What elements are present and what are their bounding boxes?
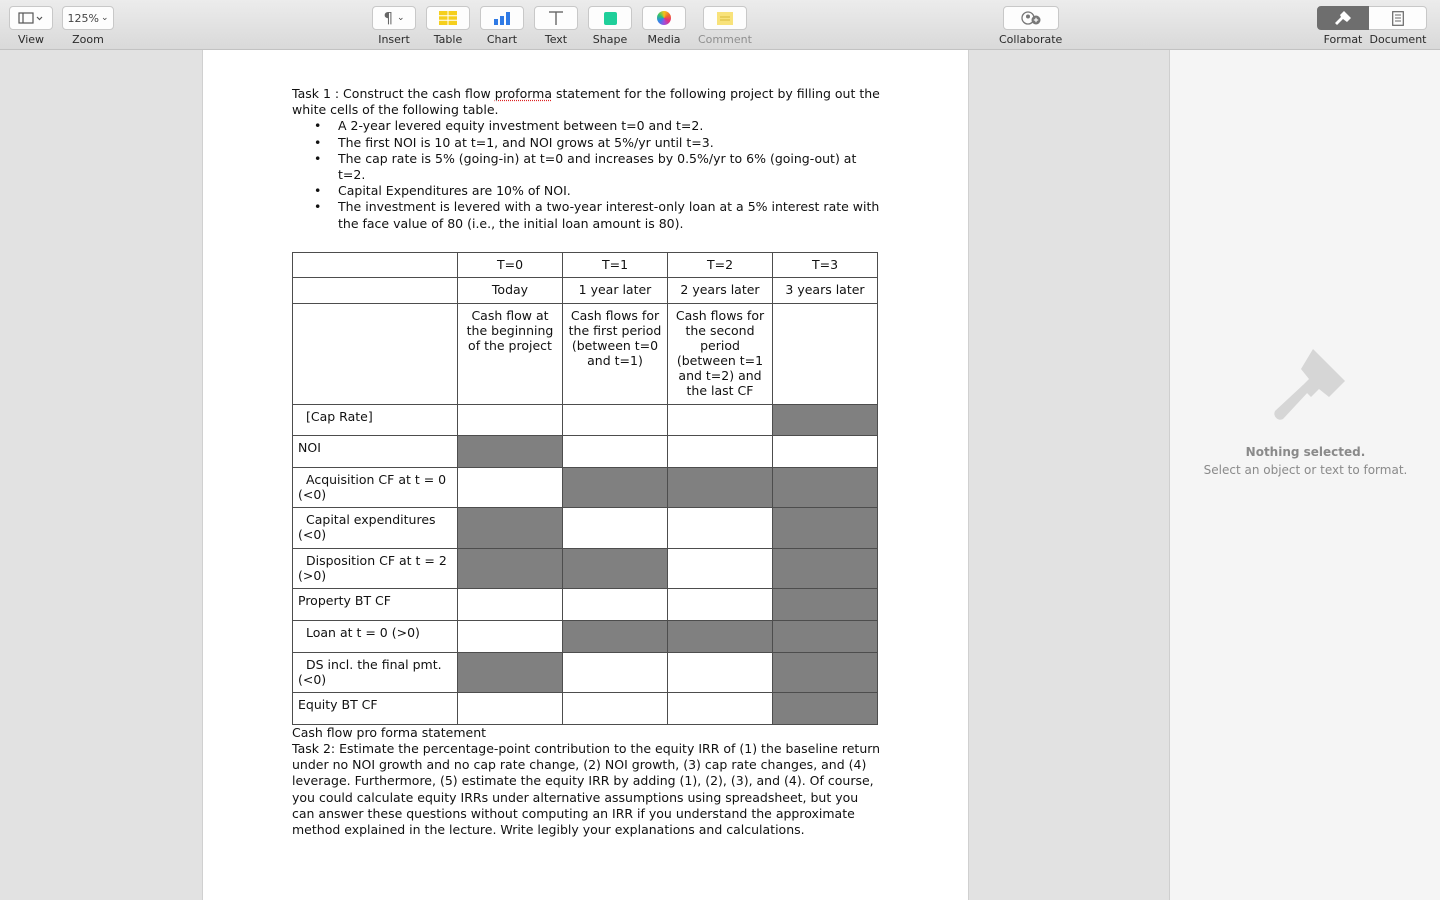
table-label: Table [433, 33, 463, 46]
media-button[interactable] [642, 6, 686, 30]
zoom-select[interactable] [62, 6, 114, 30]
shaded-cell[interactable] [773, 467, 878, 507]
input-cell[interactable] [563, 435, 668, 467]
document-page[interactable] [202, 50, 969, 900]
shaded-cell[interactable] [773, 404, 878, 435]
table-row [293, 303, 878, 404]
table-row [293, 467, 878, 507]
header-t0[interactable]: T=0 [458, 252, 563, 277]
input-cell[interactable] [563, 404, 668, 435]
zoom-control[interactable] [62, 6, 114, 46]
table-row [293, 404, 878, 435]
input-cell[interactable] [668, 404, 773, 435]
header-t2[interactable]: T=2 [668, 252, 773, 277]
table-row [293, 252, 878, 277]
row-label-property-bt-cf[interactable]: Property BT CF [293, 588, 458, 620]
shaded-cell[interactable] [773, 652, 878, 692]
table-row [293, 588, 878, 620]
paintbrush-icon [1334, 10, 1352, 26]
view-label: View [17, 33, 45, 46]
task1-prefix: Task 1 : Construct the cash flow [292, 86, 495, 101]
text-button[interactable] [534, 6, 578, 30]
text-icon [548, 11, 564, 25]
shaded-cell[interactable] [458, 507, 563, 548]
header-when-t0[interactable]: Today [458, 277, 563, 303]
table-row [293, 620, 878, 652]
task1-bullets [292, 118, 882, 231]
format-label: Format [1323, 33, 1363, 46]
header-desc-t0[interactable]: Cash flow at the beginning of the project [458, 303, 563, 404]
input-cell[interactable] [668, 652, 773, 692]
chart-label: Chart [486, 33, 518, 46]
header-when-t2[interactable]: 2 years later [668, 277, 773, 303]
chevron-down-icon: ⌄ [397, 13, 405, 23]
input-cell[interactable] [458, 467, 563, 507]
row-label-disposition[interactable]: Disposition CF at t = 2 (>0) [293, 548, 458, 588]
header-desc-t2[interactable]: Cash flows for the second period (between t=1 and t=2) and the last CF [668, 303, 773, 404]
shaded-cell[interactable] [773, 692, 878, 724]
input-cell[interactable] [458, 620, 563, 652]
row-label-cap-rate[interactable]: [Cap Rate] [293, 404, 458, 435]
row-label-loan[interactable]: Loan at t = 0 (>0) [293, 620, 458, 652]
collaborate-control[interactable] [999, 6, 1062, 46]
row-label-capex[interactable]: Capital expenditures (<0) [293, 507, 458, 548]
table-cell[interactable] [293, 303, 458, 404]
shape-control[interactable] [588, 6, 632, 46]
media-label: Media [647, 33, 681, 46]
format-sidebar [1169, 50, 1440, 900]
shaded-cell[interactable] [773, 620, 878, 652]
shaded-cell[interactable] [458, 435, 563, 467]
chart-button[interactable] [480, 6, 524, 30]
header-desc-t3[interactable] [773, 303, 878, 404]
row-label-noi[interactable]: NOI [293, 435, 458, 467]
view-control[interactable] [9, 6, 53, 46]
bullet-item[interactable]: • The first NOI is 10 at t=1, and NOI grows at 5%/yr until t=3. [292, 135, 882, 151]
task2-text[interactable]: Task 2: Estimate the percentage-point contribution to the equity IRR of (1) the baseline return under no NOI growth and no cap rate change, (2) NOI growth, (3) cap rate changes, and (4) leverage. Furthermore, (5) estimate the equity IRR by adding (1), (2), (3), and (4). Of course, you could calculate equity IRRs under alternative assumptions using spreadsheet, but you can answer these questions without computing an IRR if you understand the approximate method explained in the lecture. Write legibly your explanations and calculations. [292, 741, 881, 838]
shaded-cell[interactable] [668, 467, 773, 507]
toolbar [0, 0, 1440, 50]
header-when-t3[interactable]: 3 years later [773, 277, 878, 303]
table-cell[interactable] [293, 277, 458, 303]
bar-chart-icon [493, 11, 511, 25]
table-row [293, 277, 878, 303]
table-row [293, 435, 878, 467]
document-button[interactable] [1369, 6, 1427, 30]
nothing-selected-title: Nothing selected. [1245, 445, 1366, 459]
shaded-cell[interactable] [668, 620, 773, 652]
bullet-item[interactable]: • The investment is levered with a two-year interest-only loan at a 5% interest rate with the face value of 80 (i.e., the initial loan amount is 80). [292, 199, 882, 231]
input-cell[interactable] [668, 548, 773, 588]
comment-control[interactable] [698, 6, 752, 46]
input-cell[interactable] [668, 692, 773, 724]
nothing-selected-subtitle: Select an object or text to format. [1203, 463, 1408, 477]
insert-label: Insert [378, 33, 410, 46]
comment-button[interactable] [703, 6, 747, 30]
table-cell[interactable] [293, 252, 458, 277]
media-control[interactable] [642, 6, 686, 46]
table-icon [439, 11, 457, 25]
task1-text[interactable] [292, 86, 882, 118]
zoom-label: Zoom [72, 33, 104, 46]
input-cell[interactable] [668, 435, 773, 467]
format-button[interactable] [1317, 6, 1369, 30]
shape-button[interactable] [588, 6, 632, 30]
collaborate-icon [1020, 11, 1042, 25]
input-cell[interactable] [773, 435, 878, 467]
task1-suffix: statement for the following project by filling out the white cells of the following table. [292, 86, 880, 118]
bullet-item[interactable]: • The cap rate is 5% (going-in) at t=0 and increases by 0.5%/yr to 6% (going-out) at t=2. [292, 151, 882, 183]
cash-flow-table[interactable] [292, 252, 878, 725]
shaded-cell[interactable] [773, 588, 878, 620]
collaborate-button[interactable] [1003, 6, 1059, 30]
insert-button[interactable] [372, 6, 416, 30]
inspector-tabs [1317, 6, 1427, 46]
document-canvas[interactable] [0, 50, 1169, 900]
square-shape-icon [604, 12, 617, 25]
row-label-acquisition[interactable]: Acquisition CF at t = 0 (<0) [293, 467, 458, 507]
table-row [293, 548, 878, 588]
table-row [293, 507, 878, 548]
table-button[interactable] [426, 6, 470, 30]
misspelled-word[interactable]: proforma [494, 86, 552, 101]
shaded-cell[interactable] [563, 467, 668, 507]
photos-icon [657, 11, 671, 25]
shaded-cell[interactable] [458, 548, 563, 588]
input-cell[interactable] [563, 692, 668, 724]
paintbrush-icon [1265, 345, 1347, 427]
input-cell[interactable] [458, 588, 563, 620]
shaded-cell[interactable] [458, 652, 563, 692]
shaded-cell[interactable] [773, 548, 878, 588]
chevron-down-icon: ⌄ [100, 13, 109, 23]
collaborate-label: Collaborate [999, 33, 1063, 46]
input-cell[interactable] [458, 692, 563, 724]
text-control[interactable] [534, 6, 578, 46]
document-label: Document [1369, 33, 1427, 46]
header-t3[interactable]: T=3 [773, 252, 878, 277]
bullet-item[interactable]: • A 2-year levered equity investment between t=0 and t=2. [292, 118, 882, 134]
paragraph-icon: ¶ [383, 9, 393, 27]
input-cell[interactable] [563, 507, 668, 548]
header-t1[interactable]: T=1 [563, 252, 668, 277]
input-cell[interactable] [668, 507, 773, 548]
table-control[interactable] [426, 6, 470, 46]
zoom-value: 125% [67, 11, 99, 25]
header-when-t1[interactable]: 1 year later [563, 277, 668, 303]
document-body[interactable] [292, 86, 882, 838]
input-cell[interactable] [563, 588, 668, 620]
input-cell[interactable] [668, 588, 773, 620]
view-button[interactable] [9, 6, 53, 30]
row-label-equity-bt-cf[interactable]: Equity BT CF [293, 692, 458, 724]
shaded-cell[interactable] [563, 548, 668, 588]
chart-control[interactable] [480, 6, 524, 46]
table-caption[interactable]: Cash flow pro forma statement [292, 724, 487, 740]
insert-control[interactable] [372, 6, 416, 46]
sidebar-layout-icon [18, 12, 44, 24]
input-cell[interactable] [458, 404, 563, 435]
shape-label: Shape [592, 33, 628, 46]
row-label-debt-service[interactable]: DS incl. the final pmt. (<0) [293, 652, 458, 692]
text-label: Text [544, 33, 568, 46]
table-row [293, 652, 878, 692]
header-desc-t1[interactable]: Cash flows for the first period (between t=0 and t=1) [563, 303, 668, 404]
comment-icon [717, 12, 733, 25]
comment-label: Comment [698, 33, 752, 46]
shaded-cell[interactable] [773, 507, 878, 548]
input-cell[interactable] [563, 652, 668, 692]
shaded-cell[interactable] [563, 620, 668, 652]
document-icon [1392, 11, 1404, 26]
table-row [293, 692, 878, 724]
bullet-item[interactable]: • Capital Expenditures are 10% of NOI. [292, 183, 882, 199]
